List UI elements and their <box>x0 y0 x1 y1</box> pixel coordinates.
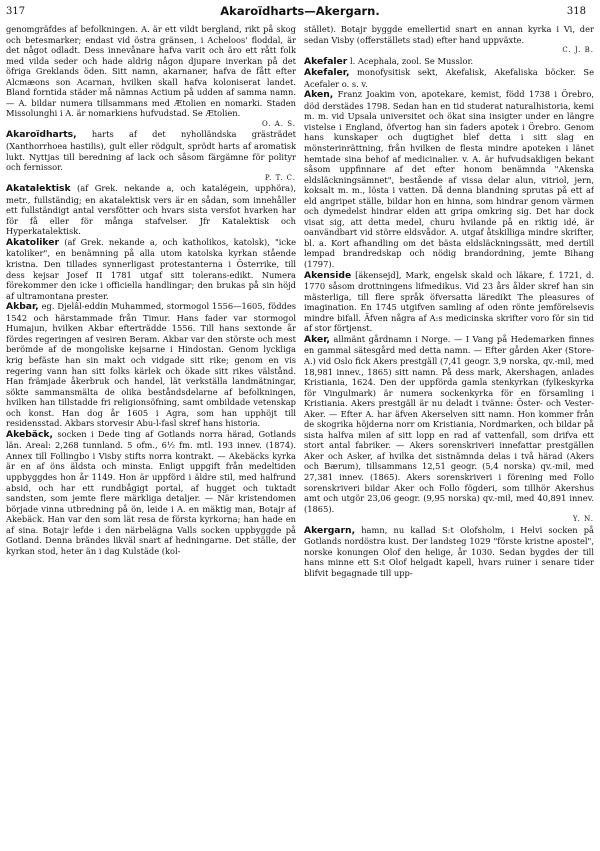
entry-headword: Aken, <box>304 89 334 101</box>
dictionary-entry-continuation <box>6 24 296 129</box>
author-signature: O. A. S. <box>261 119 296 128</box>
entry-headword: Akatoliker <box>6 236 60 248</box>
dictionary-entry-akefaler <box>304 67 594 89</box>
entry-text: allmänt gårdnamn i Norge. — I Vang på Hedemarken finnes en gammal sätesgård med detta namn. — Efter gården Aker (Store-A.) vid Oslo fick Akers prestgäll (7,41 geogr. 3,9 norska, qv.-mil, med 18,981 innev., 1865) sitt namn. På dess mark, Akershagen, anlades Kristiania, 1624. Den der uppförda gamla stenkyrkan (fylkeskyrka för Vingulmark) är numera sockenkyrka för en församling i Kristiania. Akers prestgäll är nu deladt i tvänne: Öster- och Vester-Aker. — Efter A. har äfven Akerselven sitt namn. Hon kommer från de skogrika höjderna norr om Kristiania, Nordmarken, och bildar på sista halfva milen af sitt lopp en rad af vattenfall, som drifva ett stort antal fabriker. — Akers sorenskriveri innefattar prestgällen Aker och Asker, af hvilka det sistnämnda delas i två härad (Akers och Bærum), tillsammans 12,51 geogr. (5,4 norska) qv.-mil, med 27,381 innev. (1865). Akers sorenskriveri i förening med Follo sorenskriveri bildar Aker och Follo fögderi, som tillhör Akershus amt och utgör 23,06 geogr. (9,95 norska) qv.-mil, med 40,891 innev. (1865). <box>304 333 594 514</box>
entry-headword: Akefaler <box>304 55 348 67</box>
entry-headword: Aker, <box>304 333 330 345</box>
author-signature: C. J. B. <box>562 46 594 55</box>
running-title: Akaroïdharts—Akergarn. <box>220 4 380 18</box>
entry-text: (af Grek. nekande a, och katholikos, katolsk), "icke katoliker", en benämning på alla utom katolska kyrkan stående kristna. Den tillades synnerligast protestanterna i Österrike, till dess kejsar Josef II 1781 utgaf sitt tolerans-edikt. Numera förekommer den icke i officiella handlingar; den brukas på sin höjd af ultramontana prester. <box>6 236 296 301</box>
entry-text: harts af det nyholländska grästrädet (Xanthorrhoea hastilis), gult eller rödgult, sprödt harts af aromatisk lukt. Nyttjas till beredning af lack och såsom färgämne för polityr och fernissor. <box>6 129 296 173</box>
entry-text: (af Grek. nekande a, och katalégein, upphöra), metr., fullständig; en akatalektisk vers är en sådan, som innehåller ett fullständigt antal versfötter och hvars sista versfot hvarken har för få eller för många stafvelser. Jfr Katalektisk och Hyperkatalektisk. <box>6 183 296 237</box>
dictionary-entry-akebäck <box>6 429 296 557</box>
page-number-right: 318 <box>566 6 586 17</box>
left-column <box>6 24 296 840</box>
right-column <box>304 24 594 840</box>
dictionary-entry-akbar <box>6 301 296 429</box>
entry-headword: Akaroïdharts, <box>6 129 77 141</box>
dictionary-entry-akefaler <box>304 56 594 68</box>
author-signature: P. T. C. <box>264 173 296 182</box>
entry-headword: Akefaler, <box>304 67 350 79</box>
entry-headword: Akatalektisk <box>6 183 71 195</box>
entry-text: l. Acephala, zool. Se Musslor. <box>349 55 474 66</box>
entry-headword: Akergarn, <box>304 524 356 536</box>
entry-text: Franz Joakim von, apotekare, kemist, född 1738 i Örebro, död derstädes 1798. Sedan han en tid studerat naturalhistoria, kemi m. m. vid Upsala universitet och ökat sina insigter under en längre vistelse i England, öfvertog han sin faders apotek i Örebro. Genom hans kunskaper och dugtighet blef detta i sitt slag en mönsterinrättning, från hvilken de flesta mindre apoteken i länet hemtade sina behof af medicinalier. v. A. är hufvudsakligen bekant såsom uppfinnare af det efter honom benämnda "Akenska eldsläckningsämnet", bestående af vissa delar alun, vitriol, jern, koksalt m. m., lösta i vatten. Då denna blandning sprutas på ett af eld angripet ställe, bildar hon en hinna, som hindrar genom värmen och dymedelst hindrar elden att gripa omkring sig. Det har dock visat sig, att detta medel, churu hvilande på en riktig idé, är oanvändbart vid större eldsvådor. A. utgaf åtskilliga mindre skrifter, bl. a. Kort afhandling om det bästa eldsläckningssätt, med dertill lempad brandredskap och nödig brandordning, jemte Bihang (1797). <box>304 89 594 270</box>
dictionary-entry-akergarn <box>304 525 594 579</box>
entry-headword: Akbar, <box>6 301 39 313</box>
author-signature: Y. N. <box>572 515 594 524</box>
entry-text: monofysitisk sekt, Akefalisk, Akefaliska böcker. Se Acefaler o. s. v. <box>304 67 594 89</box>
page-number-left: 317 <box>6 6 26 17</box>
entry-text: hamn, nu kallad S:t Olofsholm, i Helvi socken på Gotlands nordöstra kust. Der landsteg 1029 "förste kristne apostel", norske konungen Olof den helige, år 1030. Sedan bygdes der till hans minne ett S:t Olof helgadt kapell, hvars ruiner i senare tider blifvit begagnade till upp- <box>304 524 594 578</box>
dictionary-entry-akenside <box>304 270 594 334</box>
dictionary-entry-akatalektisk <box>6 183 296 237</box>
dictionary-entry-akatoliker <box>6 237 296 301</box>
dictionary-entry-continuation <box>304 24 594 56</box>
dictionary-entry-akaro-dharts <box>6 129 296 183</box>
entry-text: genomgräfdes af befolkningen. A. är ett vildt bergland, rikt på skog och betesmarker; endast vid östra gränsen, i Acheloos' floddal, är det något odladt. Dess innevånare hafva varit och äro ett rått folk med vilda seder och hade aldrig någon djupare inverkan på det öfriga Greklands öden. Sitt namn, akarnaner, hafva de fått efter Alcmæons son Acarnan, hvilken skall hafva koloniserat landet. Bland forntida städer må nämnas Actium på udden af samma namn. — A. bildar numera tillsammans med Ætolien en nomarki. Staden Missolunghi i A. är nomarkiens hufvudstad. Se Ætolien. <box>6 24 296 119</box>
entry-headword: Akenside <box>304 269 352 281</box>
dictionary-entry-aker <box>304 334 594 525</box>
dictionary-entry-aken <box>304 89 594 269</box>
page-header <box>0 4 600 24</box>
entry-text: eg. Djelâl-eddin Muhammed, stormogol 1556—1605, föddes 1542 och härstammade från Timur. Hans fader var stormogol Humajun, hvilken Akbar efterträdde 1556. Till hans sextonde år fördes regeringen af vesiren Beram. Akbar var den störste och mest berömde af de mongoliske kejsarne i Hindostan. Genom lyckliga krig befäste han sin makt och vidgade sitt rike; genom en vis regering vann han sitt folks kärlek och ökade sitt rikes välstånd. Han främjade åkerbruk och handel, lät verkställa landmätningar, sökte sammansmälta de olika beståndsdelarne af befolkningen, hvilken han tillstadde fri religionsöfning, samt ombildade vetenskap och konst. Han dog år 1605 i Agra, som han upphöjt till residensstad. Akbars storvesir Abu-l-fasl skref hans historia. <box>6 301 296 429</box>
entry-text: [äkensejd], Mark, engelsk skald och läkare, f. 1721, d. 1770 såsom drottningens lifmedikus. Vid 23 års ålder skref han sin mästerliga, till flere språk öfversatta läredikt The pleasures of imagination. En 1745 utgifven samling af oden rönte jemförelsevis mindre bifall. Äfven några af A:s medicinska skrifter voro för sin tid af stor förtjenst. <box>304 269 594 334</box>
entry-headword: Akebäck, <box>6 428 54 440</box>
entry-text: stället). Botajr byggde emellertid snart en annan kyrka i Vi, der sedan Visby (offerställets stad) efter hand uppväxte. <box>304 24 594 45</box>
entry-text: socken i Dede ting af Gotlands norra härad, Gotlands län. Areal: 2,268 tunnland. 5 ofm., 6½ fm. mtl. 193 innev. (1874). Annex till Follingbo i Visby stifts norra kontrakt. — Akebäcks kyrka är en af öns äldsta och minsta. Enligt uppgift från medeltiden uppbyggdes hon år 1149. Hon är uppförd i äldre stil, med halfrund absid, och har ett rundbågigt portal, af hugget och tuktadt sandsten, som jemte flere märkliga detaljer. — När kristendomen började vinna utbredning på ön, leide i A. en mäktig man, Botajr af Akebäck. Han var den som lät resa de första kyrkorna; han hade en af sina. Botajr lefde i den närbelägna Valls socken uppbyggde på Gotland. Denna brändes likväl snart af hedningarne. Det ställe, der kyrkan stod, heter än i dag Kulstäde (kol- <box>6 428 296 556</box>
